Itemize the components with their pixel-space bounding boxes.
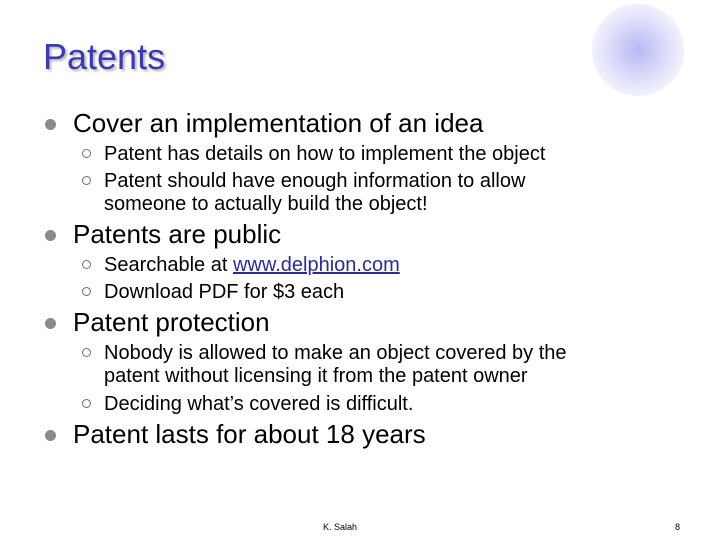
sub-bullet-text: Deciding what’s covered is difficult. — [104, 393, 414, 415]
bullet-icon — [45, 230, 56, 241]
bullet-text: Patents are public — [73, 219, 282, 249]
sub-bullet-icon — [82, 149, 91, 158]
sub-bullet-text-continued: patent without licensing it from the patent owner — [104, 365, 528, 387]
bullet-text: Patent lasts for about 18 years — [73, 419, 426, 449]
sub-bullet-text: Patent should have enough information to allow — [104, 170, 526, 192]
footer-author: K. Salah — [322, 522, 358, 532]
sub-bullet-icon — [82, 176, 91, 185]
sub-bullet-text-continued: someone to actually build the object! — [104, 193, 428, 215]
sub-bullet-text: Download PDF for $3 each — [104, 281, 345, 303]
bullet-icon — [45, 119, 56, 130]
sub-bullet-icon — [82, 399, 91, 408]
sub-bullet-text: Nobody is allowed to make an object covered by the — [104, 342, 567, 364]
bullet-text: Cover an implementation of an idea — [73, 108, 484, 138]
page-number: 8 — [674, 522, 680, 532]
delphion-link[interactable]: www.delphion.com — [232, 254, 400, 276]
bullet-icon — [45, 430, 56, 441]
sub-bullet-icon — [82, 348, 91, 357]
bullet-text: Patent protection — [73, 307, 270, 337]
bullet-icon — [45, 318, 56, 329]
decorative-circle — [592, 4, 684, 96]
sub-bullet-text — [104, 254, 400, 276]
sub-bullet-icon — [82, 260, 91, 269]
sub-bullet-text: Patent has details on how to implement the object — [104, 143, 546, 165]
sub-bullet-icon — [82, 287, 91, 296]
sub-bullet-prefix: Searchable at — [104, 254, 233, 276]
slide-title: Patents — [43, 36, 166, 77]
